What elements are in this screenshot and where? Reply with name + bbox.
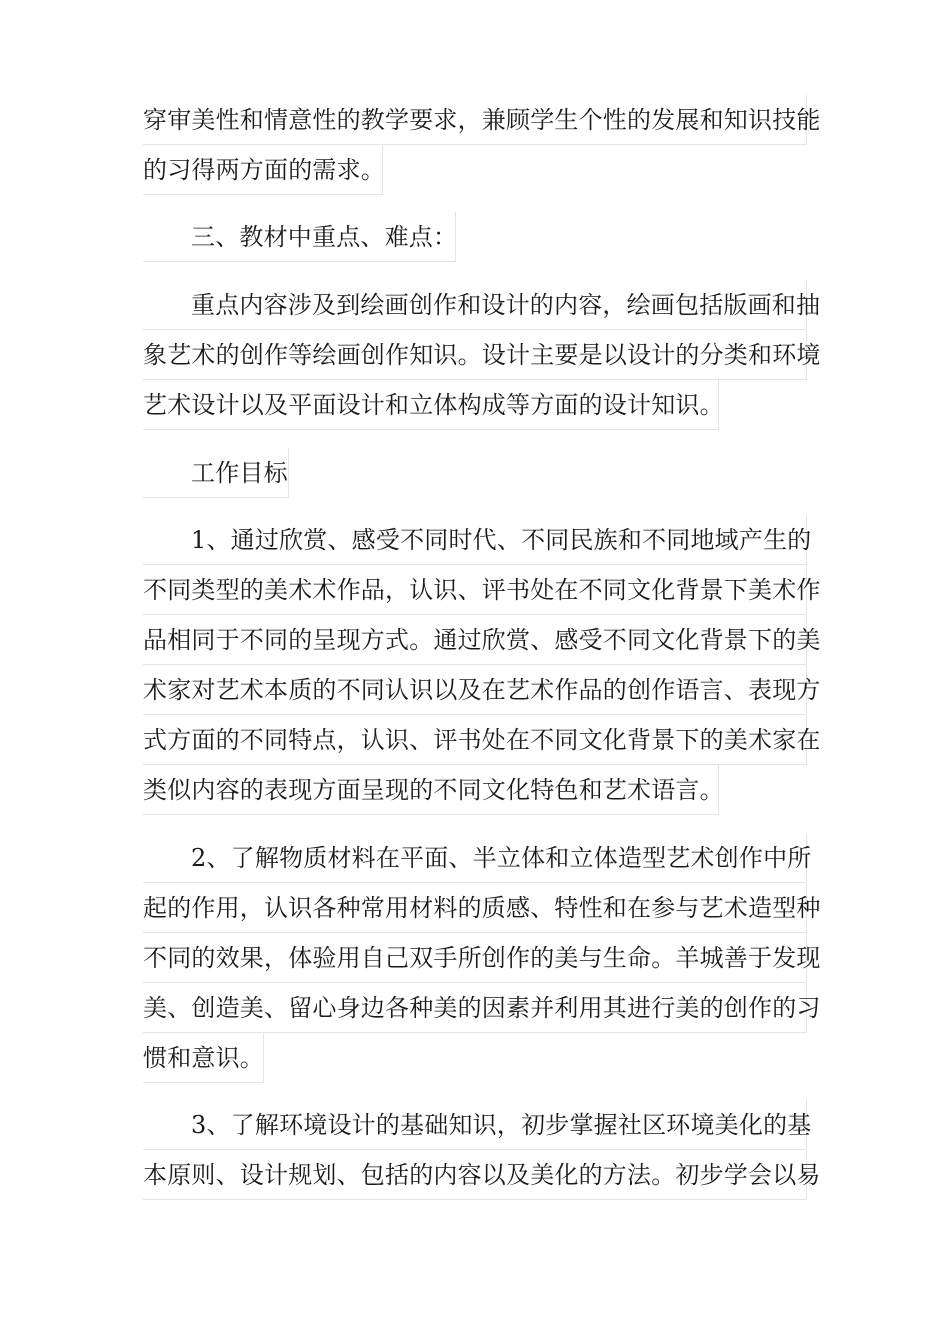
text-line: 的习得两方面的需求。: [143, 145, 383, 195]
text-line: 艺术设计以及平面设计和立体构成等方面的设计知识。: [143, 380, 719, 430]
text-line: 不同类型的美术术作品，认识、评书处在不同文化背景下美术作: [143, 565, 807, 615]
text-line: 美、创造美、留心身边各种美的因素并利用其进行美的创作的习: [143, 983, 807, 1033]
text-line: 重点内容涉及到绘画创作和设计的内容，绘画包括版画和抽: [143, 280, 807, 330]
text-line: 惯和意识。: [143, 1033, 264, 1083]
text-line: 品相同于不同的呈现方式。通过欣赏、感受不同文化背景下的美: [143, 615, 807, 665]
text-line: 起的作用，认识各种常用材料的质感、特性和在参与艺术造型种: [143, 883, 807, 933]
text-line: 象艺术的创作等绘画创作知识。设计主要是以设计的分类和环境: [143, 330, 807, 380]
text-line: 1、通过欣赏、感受不同时代、不同民族和不同地域产生的: [143, 515, 807, 565]
text-line: 术家对艺术本质的不同认识以及在艺术作品的创作语言、表现方: [143, 665, 807, 715]
section-heading: 工作目标: [143, 448, 289, 498]
section-heading: 三、教材中重点、难点：: [143, 212, 456, 262]
text-line: 式方面的不同特点，认识、评书处在不同文化背景下的美术家在: [143, 715, 807, 765]
text-line: 2、了解物质材料在平面、半立体和立体造型艺术创作中所: [143, 833, 807, 883]
text-line: 3、了解环境设计的基础知识，初步掌握社区环境美化的基: [143, 1100, 807, 1150]
text-line: 不同的效果，体验用自己双手所创作的美与生命。羊城善于发现: [143, 933, 807, 983]
text-line: 本原则、设计规划、包括的内容以及美化的方法。初步学会以易: [143, 1150, 807, 1200]
text-line: 类似内容的表现方面呈现的不同文化特色和艺术语言。: [143, 765, 719, 815]
text-line: 穿审美性和情意性的教学要求，兼顾学生个性的发展和知识技能: [143, 95, 807, 145]
